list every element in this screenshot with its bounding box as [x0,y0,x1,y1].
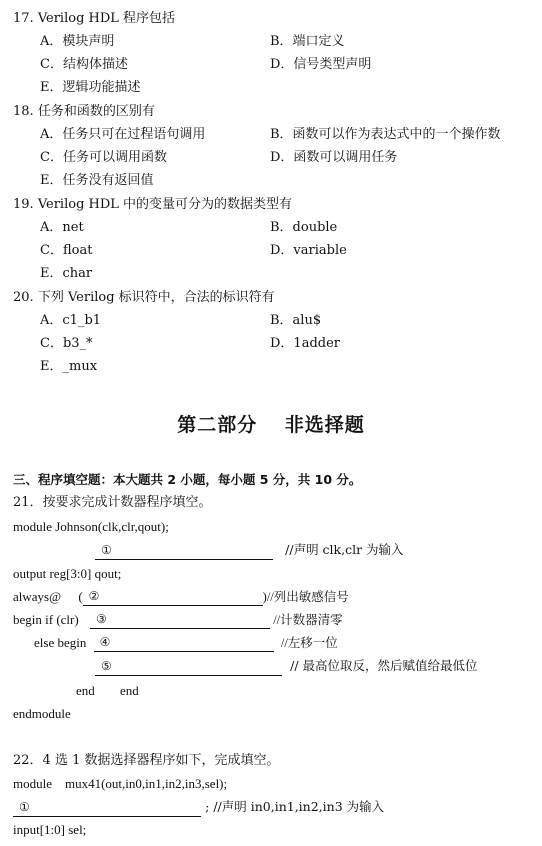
part-title: 第二部分 非选择题 [177,414,365,436]
fill-blank-q22-1[interactable] [13,802,201,817]
question-18 [13,103,155,121]
code-line-always [13,588,349,606]
option-20-e: E．_mux [40,359,98,374]
code-line: input[1:0] sel; [13,822,87,837]
question-20 [13,289,275,307]
code-comment: ; //声明 in0,in1,in2,in3 为输入 [205,799,385,814]
option-17-c: C．结构体描述 [40,57,128,72]
blank-number: ③ [95,612,107,626]
code-keyword: always@ [13,589,62,604]
question-number: 18. [13,104,34,119]
fill-blank-row-5 [95,657,478,676]
code-keyword: end [76,683,95,698]
option-17-a: A．模块声明 [40,34,115,49]
question-text: Verilog HDL 程序包括 [37,11,176,26]
section-heading: 三、程序填空题：本大题共 2 小题，每小题 5 分，共 10 分。 [13,472,362,487]
fill-blank-5[interactable] [95,661,282,676]
option-17-e: E．逻辑功能描述 [40,80,141,95]
code-keyword: else begin [34,635,87,650]
option-19-a: A．net [40,220,84,235]
question-text: Verilog HDL 中的变量可分为的数据类型有 [37,197,293,212]
blank-number: ② [88,589,100,603]
option-19-e: E．char [40,266,93,281]
code-line: module Johnson(clk,clr,qout); [13,519,169,534]
code-line-begin-if [13,611,343,629]
option-18-b: B．函数可以作为表达式中的一个操作数 [270,127,501,142]
fill-blank-3[interactable] [90,614,270,629]
question-22-title: 22．4 选 1 数据选择器程序如下，完成填空。 [13,753,280,768]
option-20-d: D．1adder [270,336,340,351]
question-21-title: 21．按要求完成计数器程序填空。 [13,495,212,510]
code-comment: //声明 clk,clr 为输入 [285,542,404,557]
code-keyword: end [120,683,139,698]
fill-blank-row-q22-1 [13,798,384,817]
code-paren: ( [78,589,83,604]
option-19-d: D．variable [270,243,347,258]
option-17-d: D．信号类型声明 [270,57,372,72]
code-comment: //左移一位 [280,636,338,650]
code-keyword: begin if (clr) [13,612,79,627]
code-line-else [34,634,338,652]
code-line: module mux41(out,in0,in1,in2,in3,sel); [13,776,228,791]
option-18-e: E．任务没有返回值 [40,173,154,188]
question-19 [13,196,292,214]
fill-blank-4[interactable] [94,637,274,652]
blank-number: ① [101,543,112,557]
question-17 [13,10,175,28]
fill-blank-row-1 [95,541,404,560]
fill-blank-1[interactable] [95,545,273,560]
code-line-end [76,682,139,700]
code-comment: // 最高位取反，然后赋值给最低位 [290,658,478,673]
question-text: 任务和函数的区别有 [37,104,155,119]
option-19-b: B．double [270,220,338,235]
option-18-a: A．任务只可在过程语句调用 [40,127,206,142]
option-19-c: C．float [40,243,93,258]
option-20-b: B．alu$ [270,313,322,328]
option-20-c: C．b3_* [40,336,93,351]
blank-number: ④ [99,635,111,649]
question-text: 下列 Verilog 标识符中，合法的标识符有 [37,290,275,305]
code-comment: )//列出敏感信号 [262,590,349,604]
question-number: 19. [13,197,34,212]
option-18-c: C．任务可以调用函数 [40,150,167,165]
code-comment: //计数器清零 [273,613,343,627]
blank-number: ① [19,800,30,814]
code-line: endmodule [13,706,71,721]
question-number: 20. [13,290,34,305]
code-line: output reg[3:0] qout; [13,566,122,581]
option-17-b: B．端口定义 [270,34,345,49]
blank-number: ⑤ [101,659,112,673]
question-number: 17. [13,11,34,26]
option-18-d: D．函数可以调用任务 [270,150,398,165]
fill-blank-2[interactable] [83,591,263,606]
option-20-a: A．c1_b1 [40,313,102,328]
